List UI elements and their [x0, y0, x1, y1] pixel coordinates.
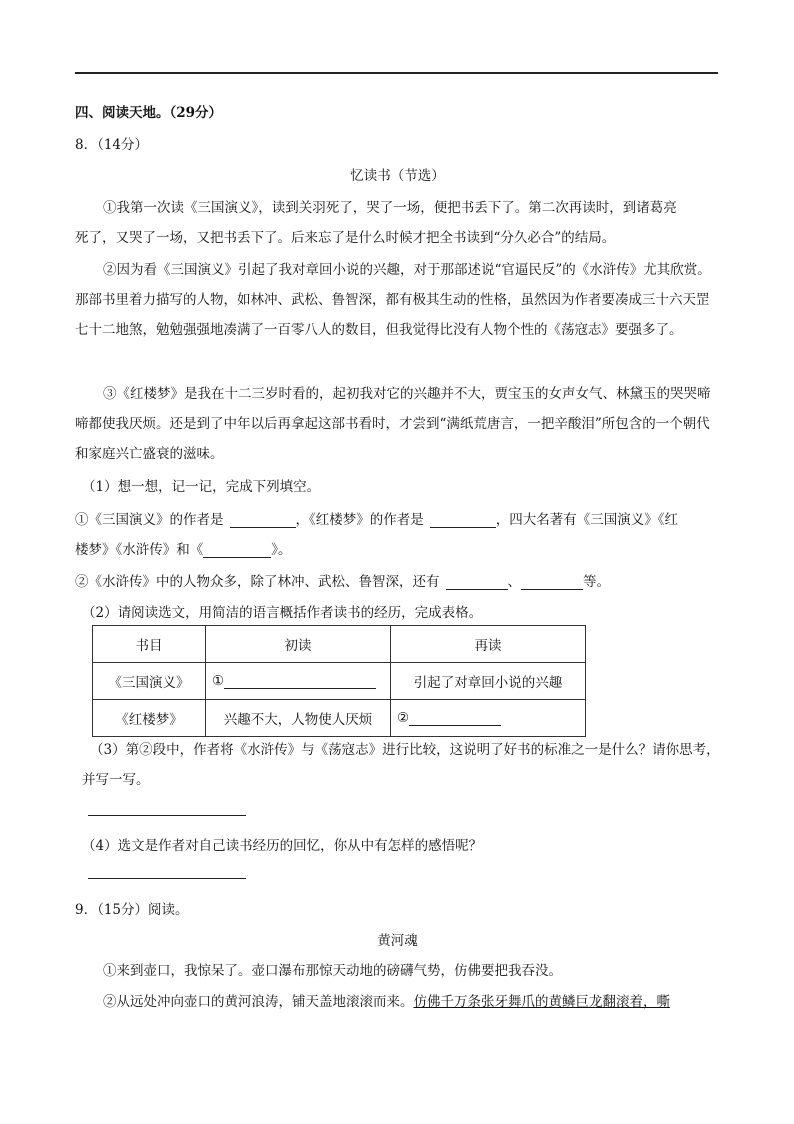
- fourth-classic-blank[interactable]: [203, 542, 271, 558]
- author-honglou-blank[interactable]: [430, 512, 496, 528]
- q9-para2-underlined: 仿佛千万条张牙舞爪的黄鳞巨龙翻滚着，嘶: [413, 994, 670, 1010]
- q8-para2: ②因为看《三国演义》引起了我对章回小说的兴趣，对于那部述说“官逼民反”的《水浒传》尤其欣赏。那部书里着力描写的人物，如林冲、武松、鲁智深，都有极其生动的性格，虽然因为作者要凑成三十六天罡七十二地煞，勉勉强强地凑满了一百零八人的数目，但我觉得比没有人物个性的《荡寇志》要强多了。: [75, 262, 711, 338]
- q8-sub1-b1: 楼梦》《水浒传》和《: [75, 542, 204, 558]
- table-header-cell: 再读: [391, 626, 586, 663]
- q8-sub1-a2: ，《红楼梦》的作者是: [295, 512, 424, 528]
- table-cell: 《三国演义》: [93, 663, 206, 700]
- q8-sub2-prompt: （2）请阅读选文，用简洁的语言概括作者读书的经历，完成表格。: [82, 605, 483, 621]
- q9-title: 黄河魂: [377, 933, 418, 949]
- q8-sub1-c1: ②《水浒传》中的人物众多，除了林冲、武松、鲁智深，还有: [75, 574, 440, 590]
- table-answer-cell[interactable]: [206, 663, 391, 700]
- shuihu-char-blank-2[interactable]: [521, 574, 583, 590]
- q8-sub1-line-c: [75, 570, 720, 590]
- q8-para1-line1: ①我第一次读《三国演义》，读到关羽死了，哭了一场，便把书丢下了。第二次再读时，到诸葛亮: [103, 200, 677, 216]
- q8-sub1-c3: 等。: [583, 574, 610, 590]
- q8-sub3-prompt: （3）第②段中，作者将《水浒传》与《荡寇志》进行比较，这说明了好书的标准之一是什么？请你思考，并写一写。: [82, 742, 720, 788]
- answer-marker: ①: [212, 673, 225, 689]
- q8-sub1-c2: 、: [507, 574, 521, 590]
- table-answer-cell[interactable]: [391, 700, 586, 737]
- table-cell: 《红楼梦》: [93, 700, 206, 737]
- q8-sub1-a3: ，四大名著有《三国演义》《红: [495, 512, 678, 528]
- sub4-answer-line[interactable]: [88, 878, 246, 879]
- table-header-cell: 初读: [206, 626, 391, 663]
- q8-para1-line2: 死了，又哭了一场，又把书丢下了。后来忘了是什么时候才把全书读到“分久必合”的结局。: [75, 230, 616, 246]
- q8-title: 忆读书（节选）: [350, 168, 445, 184]
- q9-para2: [75, 990, 720, 1010]
- table-header-row: [93, 626, 586, 663]
- table-cell: 兴趣不大，人物使人厌烦: [206, 700, 391, 737]
- author-sanguo-blank[interactable]: [230, 512, 296, 528]
- reading-table: [92, 625, 586, 737]
- q8-sub1-prompt: （1）想一想，记一记，完成下列填空。: [82, 479, 321, 495]
- header-rule: [75, 72, 718, 74]
- sanguo-first-read-blank[interactable]: [224, 673, 376, 689]
- q8-sub1-line-a: [75, 508, 720, 528]
- table-header-cell: 书目: [93, 626, 206, 663]
- table-row: [93, 663, 586, 700]
- sub3-answer-line[interactable]: [88, 815, 246, 816]
- q9-number: 9．（15分）阅读。: [75, 902, 189, 918]
- section-heading: 四、阅读天地。（29分）: [75, 105, 223, 121]
- q8-sub1-b2: 》。: [271, 542, 292, 558]
- table-row: [93, 700, 586, 737]
- q8-sub4-prompt: （4）选文是作者对自己读书经历的回忆，你从中有怎样的感悟呢？: [82, 838, 483, 854]
- table-cell: 引起了对章回小说的兴趣: [391, 663, 586, 700]
- honglou-reread-blank[interactable]: [409, 710, 501, 726]
- q8-sub1-line-b: [75, 538, 720, 558]
- answer-marker: ②: [397, 710, 410, 726]
- q9-para2-text: ②从远处冲向壶口的黄河浪涛，铺天盖地滚滚而来。: [103, 994, 414, 1010]
- q8-sub1-a1: ①《三国演义》的作者是: [75, 512, 224, 528]
- q8-para3: ③《红楼梦》是我在十二三岁时看的，起初我对它的兴趣并不大，贾宝玉的女声女气、林黛玉的哭哭啼啼都使我厌烦。还是到了中年以后再拿起这部书看时，才尝到“满纸荒唐言，一把辛酸泪”所包含的一个朝代和家庭兴亡盛衰的滋味。: [75, 386, 711, 462]
- shuihu-char-blank-1[interactable]: [446, 574, 508, 590]
- q9-para1: ①来到壶口，我惊呆了。壶口瀑布那惊天动地的磅礴气势，仿佛要把我吞没。: [103, 963, 562, 979]
- q8-number: 8．（14分）: [75, 137, 149, 153]
